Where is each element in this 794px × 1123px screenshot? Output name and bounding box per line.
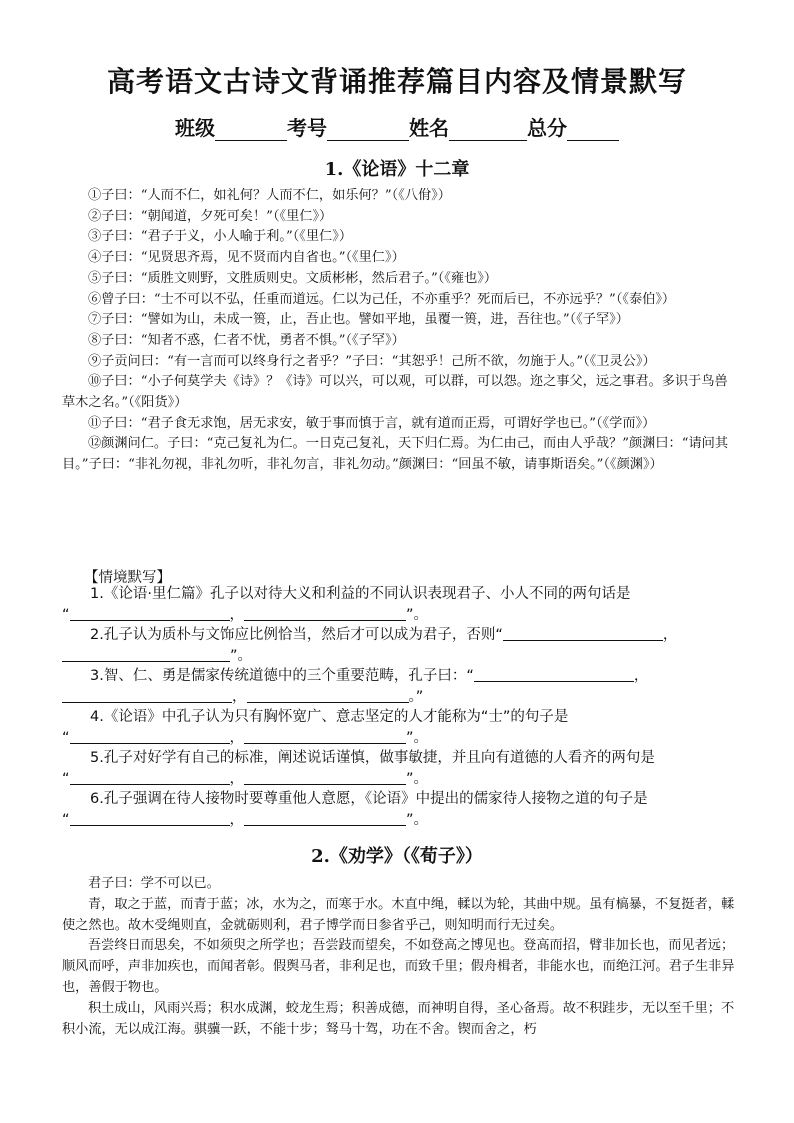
analects-item: ⑪子曰：“君子食无求饱，居无求安，敏于事而慎于言，就有道而正焉，可谓好学也已。”（《学而》） [88,415,656,431]
answer-blank[interactable] [70,770,230,785]
answer-blank[interactable] [244,729,406,744]
analects-item: ⑦子曰：“譬如为山，未成一篑，止，吾止也。譬如平地，虽覆一篑，进，吾往也。”（《子罕》） [88,312,629,328]
analects-item: ①子曰：“人而不仁，如礼何？人而不仁，如乐何？”（《八佾》） [88,188,451,203]
analects-item: ④子曰：“见贤思齐焉，见不贤而内自省也。”（《里仁》） [88,250,405,266]
answer-blank[interactable] [62,688,232,703]
question-6-answer-line: “ ， ”。 [62,811,429,828]
answer-blank[interactable] [70,811,230,826]
exam-number-blank[interactable] [327,120,409,141]
question-1 [62,584,738,625]
question-2-text: 2.孔子认为质朴与文饰应比例恰当，然后才可以成为君子，否则“ ， [90,627,678,643]
answer-blank[interactable] [474,667,634,682]
analects-item: ③子曰：“君子于义，小人喻于利。”（《里仁》） [88,229,353,245]
name-label: 姓名 [409,116,449,140]
analects-item: ②子曰：“朝闻道，夕死可矣！”（《里仁》） [88,208,333,224]
quanxue-paragraph: 君子曰：学不可以已。 [88,876,220,891]
section-2-title: 2.《劝学》（《荀子》） [311,846,483,867]
name-blank[interactable] [449,120,527,141]
quanxue-paragraph: 青，取之于蓝，而青于蓝；冰，水为之，而寒于水。木直中绳，輮以为轮，其曲中规。虽有槁暴，不复挺者，輮使之然也。故木受绳则直，金就砺则利，君子博学而日参省乎己，则知明而行无过矣。 [62,896,735,933]
analects-item: ⑤子曰：“质胜文则野，文胜质则史。文质彬彬，然后君子。”（《雍也》） [88,270,498,286]
answer-blank[interactable] [247,688,409,703]
quanxue-paragraph: 吾尝终日而思矣，不如须臾之所学也；吾尝跂而望矣，不如登高之博见也。登高而招，臂非加长也，而见者远；顺风而呼，声非加疾也，而闻者彰。假舆马者，非利足也，而致千里；假舟楫者，非能水也，而绝江河。君子生非异也，善假于物也。 [62,938,735,995]
question-3-answer-line: ， 。” [62,687,738,708]
question-5-answer-line: “ ， ”。 [62,770,429,787]
analects-item: ⑫颜渊问仁。子曰：“克己复礼为仁。一日克己复礼，天下归仁焉。为仁由己，而由人乎哉？”颜渊曰：“请问其目。”子曰：“非礼勿视，非礼勿听，非礼勿言，非礼勿动。”颜渊曰：“回虽不敏，请事斯语矣。”（《颜渊》） [62,436,729,473]
answer-blank[interactable] [244,811,406,826]
score-label: 总分 [527,116,567,140]
question-4 [62,707,738,748]
question-2 [62,625,738,666]
score-blank[interactable] [567,120,619,141]
question-1-answer-line: “ ， ”。 [62,606,429,623]
answer-blank[interactable] [244,770,406,785]
analects-text [62,186,738,476]
question-4-answer-line: “ ， ”。 [62,729,429,746]
question-3-text: 3.智、仁、勇是儒家传统道德中的三个重要范畴，孔子曰：“ ， [90,668,649,684]
question-4-text: 4.《论语》中孔子认为只有胸怀宽广、意志坚定的人才能称为“士”的句子是 [90,709,569,725]
quanxue-text [62,874,738,1040]
student-info-row [0,112,794,141]
quanxue-paragraph: 积土成山，风雨兴焉；积水成渊，蛟龙生焉；积善成德，而神明自得，圣心备焉。故不积跬步，无以至千里；不积小流，无以成江海。骐骥一跃，不能十步；驽马十驾，功在不舍。锲而舍之，朽 [62,1000,735,1037]
section-1-title: 1.《论语》十二章 [324,159,470,180]
answer-blank[interactable] [70,729,230,744]
analects-item: ⑥曾子曰：“士不可以不弘，任重而道远。仁以为己任，不亦重乎？死而后已，不亦远乎？”（《泰伯》） [88,291,676,307]
analects-item: ⑧子曰：“知者不惑，仁者不忧，勇者不惧。”（《子罕》） [88,332,405,348]
class-label: 班级 [175,116,215,140]
page-title: 高考语文古诗文背诵推荐篇目内容及情景默写 [106,65,687,98]
class-blank[interactable] [215,120,287,141]
question-5 [62,748,738,789]
question-6-text: 6.孔子强调在待人接物时要尊重他人意愿，《论语》中提出的儒家待人接物之道的句子是 [90,791,648,807]
answer-blank[interactable] [244,606,406,621]
answer-blank[interactable] [503,626,663,641]
analects-item: ⑨子贡问曰：“有一言而可以终身行之者乎？”子曰：“其恕乎！己所不欲，勿施于人。”（《卫灵公》） [88,353,656,369]
question-3 [62,666,738,707]
question-1-text: 1.《论语·里仁篇》孔子以对待大义和利益的不同认识表现君子、小人不同的两句话是 [90,586,631,602]
exam-number-label: 考号 [287,116,327,140]
answer-blank[interactable] [62,647,230,662]
question-5-text: 5.孔子对好学有自己的标准，阐述说话谨慎，做事敏捷，并且向有道德的人看齐的两句是 [90,750,655,766]
question-6 [62,789,738,830]
analects-item: ⑩子曰：“小子何莫学夫《诗》？《诗》可以兴，可以观，可以群，可以怨。迩之事父，远之事君。多识于鸟兽草木之名。”（《阳货》） [62,374,728,411]
question-2-answer-line: ”。 [62,646,738,667]
exercise-heading: 【情境默写】 [84,570,171,586]
answer-blank[interactable] [70,606,230,621]
